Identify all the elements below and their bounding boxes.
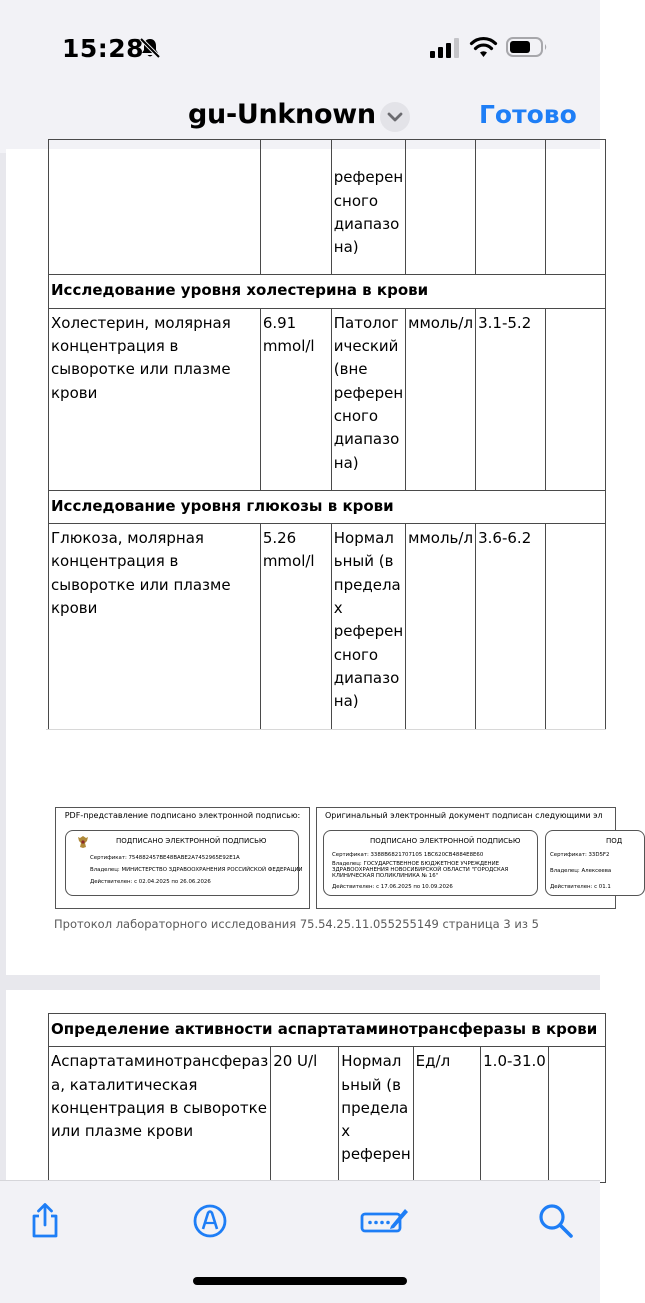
page-footer: Протокол лабораторного исследования 75.54.25.11.055255149 страница 3 из 5 (54, 917, 539, 931)
test-name: Аспартатаминотрансфераз а, каталитическая концентрация в сыворотке или плазме крови (49, 1047, 271, 1182)
done-button[interactable]: Готово (479, 100, 577, 129)
status-bar (0, 0, 600, 95)
wifi-icon (470, 36, 497, 58)
section-title: Исследование уровня холестерина в крови (49, 275, 606, 308)
result-status: Нормал ьный (в предела х референ сного диапазо на) (331, 524, 405, 729)
annotate-button[interactable] (360, 1201, 410, 1241)
cellular-signal-icon (430, 38, 460, 58)
signature-stamp: ПОД Сертификат: 33D5F2 Владелец: Алексеева Действителен: с 01.1 (545, 830, 645, 896)
section-row (49, 490, 606, 523)
annotate-icon (360, 1201, 410, 1241)
document-view[interactable] (0, 153, 623, 1180)
table-row (49, 308, 606, 490)
lab-results-table (48, 1013, 606, 1183)
search-button[interactable] (536, 1201, 576, 1241)
markup-button[interactable] (190, 1201, 230, 1241)
bottom-toolbar (0, 1180, 600, 1303)
table-cell (260, 140, 331, 275)
lab-results-table (48, 139, 606, 730)
reference-range: 3.6-6.2 (476, 524, 546, 729)
document-page (6, 149, 623, 975)
table-row (49, 140, 606, 275)
result-unit: ммоль/л (406, 308, 476, 490)
table-cell (546, 308, 606, 490)
result-value: 20 U/l (271, 1047, 339, 1182)
battery-icon (506, 36, 548, 58)
result-value: 6.91 mmol/l (260, 308, 331, 490)
section-title: Исследование уровня глюкозы в крови (49, 490, 606, 523)
coat-of-arms-icon (77, 835, 89, 849)
chevron-down-icon (380, 102, 410, 132)
result-status: референ сного диапазо на) (331, 140, 405, 275)
signature-stamp: ПОДПИСАНО ЭЛЕКТРОННОЙ ПОДПИСЬЮ Сертификат: 3388B6821707105 1BC620CB4884E8E60 Владелец: ГОСУДАРСТВЕННОЕ БЮДЖЕТНОЕ УЧРЕЖДЕНИЕ ЗДРАВООХРАНЕНИЯ НОВОСИБИРСКОЙ ОБЛАСТИ "ГОРОДСКАЯ КЛИНИЧЕСКАЯ ПОЛИКЛИНИКА № 16" Действителен: с 17.06.2025 по 10.09.2026 (323, 830, 538, 896)
result-unit: ммоль/л (406, 524, 476, 729)
table-cell (476, 140, 546, 275)
table-row (49, 524, 606, 729)
result-status: Нормал ьный (в предела х референ (339, 1047, 413, 1182)
reference-range: 3.1-5.2 (476, 308, 546, 490)
result-status: Патолог ический (вне референ сного диапазо на) (331, 308, 405, 490)
divider (46, 729, 606, 730)
signature-stamp: ПОДПИСАНО ЭЛЕКТРОННОЙ ПОДПИСЬЮ Сертификат: 754882457BE48BABE2A7452965E92E1A Владелец: МИНИСТЕРСТВО ЗДРАВООХРАНЕНИЯ РОССИЙСКОЙ ФЕДЕРАЦИИ Действителен: с 02.04.2025 по 26.06.2026 (65, 830, 299, 896)
signature-heading: PDF-представление подписано электронной подписью: (64, 811, 301, 820)
bell-slash-icon (139, 37, 161, 59)
status-time: 15:28 (62, 34, 145, 63)
reference-range: 1.0-31.0 (481, 1047, 549, 1182)
test-name: Холестерин, молярная концентрация в сыворотке или плазме крови (49, 308, 261, 490)
document-page (6, 990, 606, 1210)
signature-block-pdf (55, 807, 310, 909)
table-cell (49, 140, 261, 275)
share-icon (25, 1201, 65, 1241)
search-icon (536, 1201, 576, 1241)
result-value: 5.26 mmol/l (260, 524, 331, 729)
section-row (49, 275, 606, 308)
table-cell (546, 140, 606, 275)
table-cell (546, 524, 606, 729)
table-row (49, 1047, 606, 1182)
title-menu-button[interactable] (380, 102, 410, 132)
share-button[interactable] (25, 1201, 65, 1241)
home-indicator[interactable] (193, 1277, 407, 1285)
result-unit: Ед/л (413, 1047, 480, 1182)
table-cell (549, 1047, 606, 1182)
section-row (49, 1014, 606, 1047)
signature-block-original (316, 807, 623, 909)
table-cell (406, 140, 476, 275)
document-title[interactable]: gu-Unknown (188, 99, 376, 130)
test-name: Глюкоза, молярная концентрация в сыворотке или плазме крови (49, 524, 261, 729)
section-title: Определение активности аспартатаминотрансферазы в крови (49, 1014, 606, 1047)
signature-heading: Оригинальный электронный документ подписан следующими эл (325, 811, 603, 820)
markup-pen-icon (190, 1201, 230, 1241)
